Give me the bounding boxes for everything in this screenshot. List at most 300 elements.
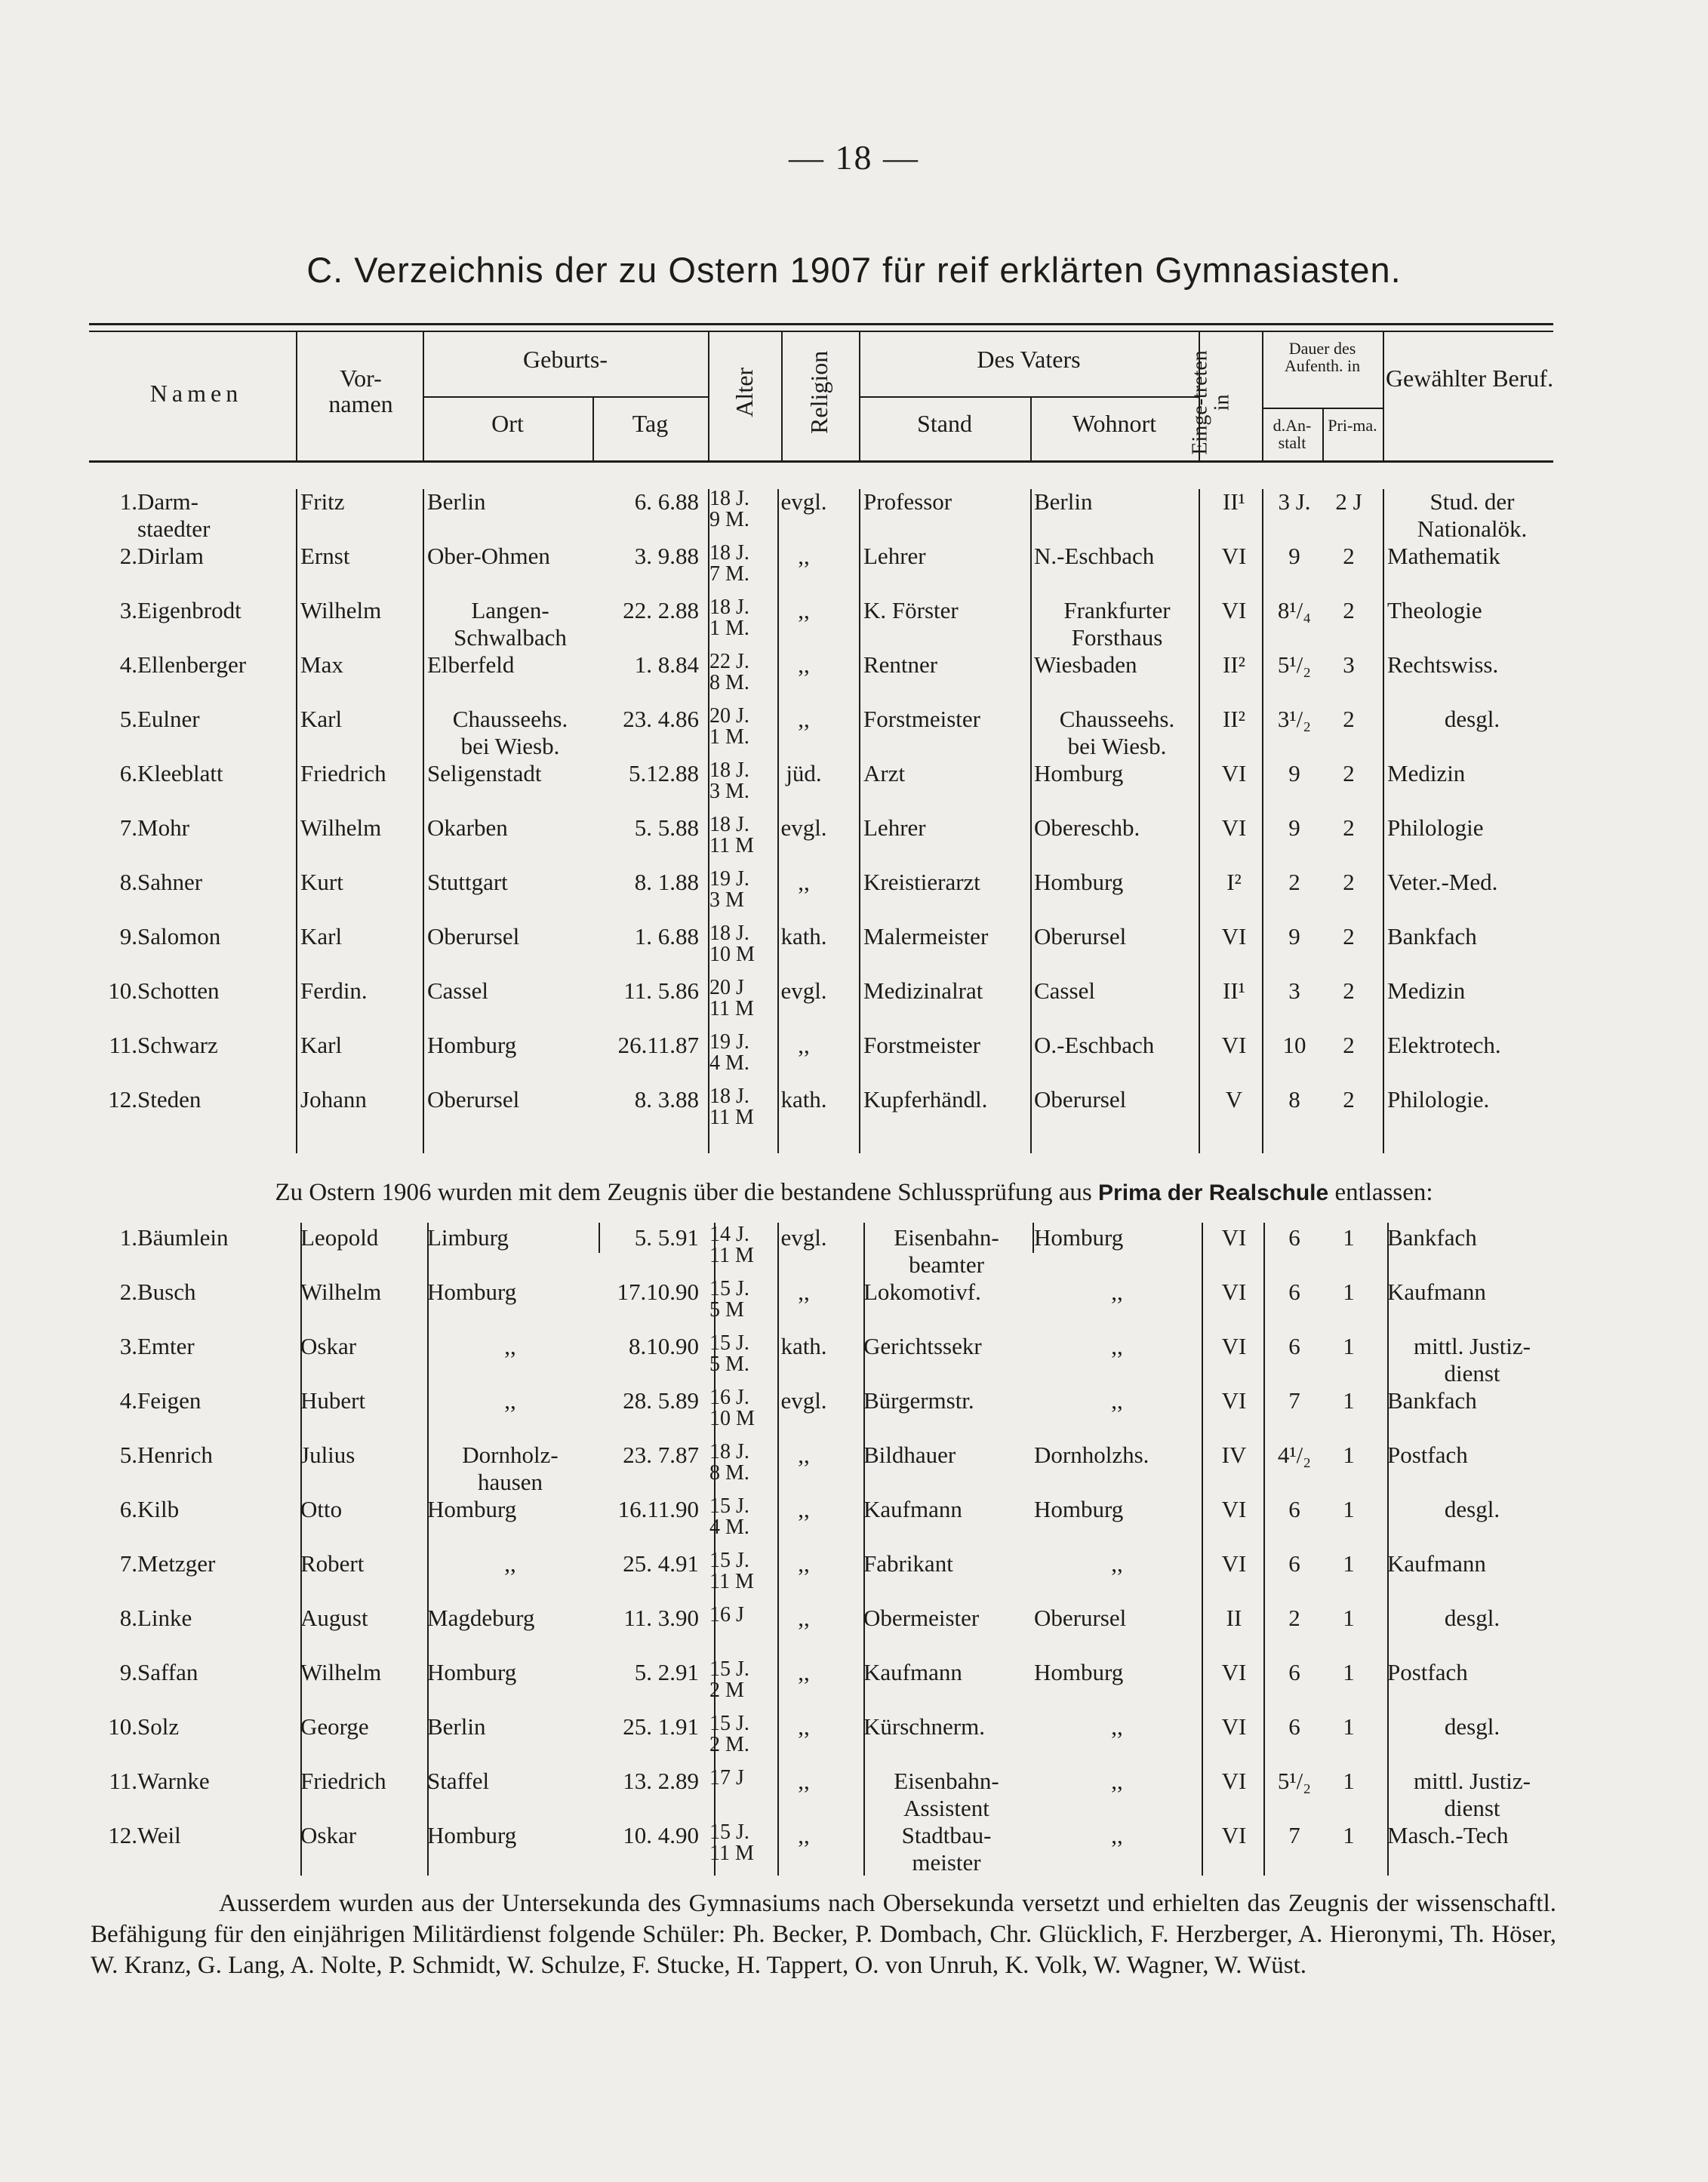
age: 22 J. 8 M.	[709, 650, 749, 694]
father-residence: ,,	[1111, 1387, 1123, 1414]
row-number: 2.	[119, 1279, 137, 1305]
entered-class: VI	[1221, 760, 1247, 786]
years-in-prima: 2	[1343, 869, 1355, 895]
birth-date: 23. 7.87	[623, 1442, 699, 1468]
years-in-prima: 1	[1343, 1550, 1355, 1577]
birth-place: Homburg	[427, 1496, 517, 1522]
years-at-school: 6	[1288, 1550, 1300, 1577]
father-occupation: Lehrer	[863, 814, 926, 841]
birth-place: Cassel	[427, 977, 488, 1004]
years-in-prima: 3	[1343, 651, 1355, 678]
age: 17 J	[709, 1766, 744, 1790]
chosen-career: Kaufmann	[1387, 1550, 1486, 1577]
chosen-career: Bankfach	[1387, 923, 1477, 949]
row-number: 3.	[119, 597, 137, 623]
row-number: 2.	[119, 543, 137, 569]
student-vorname: Johann	[300, 1086, 367, 1113]
age: 18 J. 11 M	[709, 1085, 754, 1129]
father-occupation: Eisenbahn- Assistent	[894, 1768, 999, 1821]
religion: kath.	[780, 923, 827, 949]
religion: jüd.	[786, 760, 822, 786]
row-number: 4.	[119, 651, 137, 678]
father-occupation: Eisenbahn- beamter	[894, 1224, 999, 1278]
table-row	[0, 1279, 1708, 1333]
birth-place: Ober-Ohmen	[427, 543, 550, 569]
years-at-school: 9	[1288, 923, 1300, 949]
section-text-after: entlassen:	[1334, 1179, 1433, 1206]
religion: ,,	[798, 1279, 810, 1305]
birth-place: ,,	[504, 1333, 516, 1359]
student-vorname: Hubert	[300, 1387, 366, 1414]
chosen-career: Medizin	[1387, 760, 1466, 786]
student-vorname: Karl	[300, 1032, 343, 1058]
row-number: 11.	[109, 1032, 137, 1058]
father-residence: Dornholzhs.	[1034, 1442, 1149, 1468]
entered-class: IV	[1221, 1442, 1247, 1468]
religion: evgl.	[780, 1387, 827, 1414]
age: 18 J. 1 M.	[709, 596, 749, 640]
religion: evgl.	[780, 977, 827, 1004]
row-number: 6.	[119, 760, 137, 786]
religion: ,,	[798, 1822, 810, 1848]
chosen-career: Postfach	[1387, 1659, 1468, 1685]
student-name: Kilb	[137, 1496, 180, 1522]
years-at-school: 6	[1288, 1333, 1300, 1359]
table-row	[0, 1333, 1708, 1387]
father-occupation: Bürgermstr.	[863, 1387, 974, 1414]
header-anstalt: d.An-stalt	[1273, 416, 1312, 453]
chosen-career: desgl.	[1444, 706, 1500, 732]
table-row	[0, 1442, 1708, 1496]
chosen-career: Bankfach	[1387, 1224, 1477, 1251]
years-in-prima: 1	[1343, 1224, 1355, 1251]
birth-date: 5.12.88	[629, 760, 699, 786]
birth-date: 3. 9.88	[634, 543, 699, 569]
age: 18 J. 10 M	[709, 922, 755, 966]
years-at-school: 9	[1288, 543, 1300, 569]
student-name: Feigen	[137, 1387, 202, 1414]
row-number: 11.	[109, 1768, 137, 1794]
age: 15 J. 2 M	[709, 1657, 749, 1702]
entered-class: VI	[1221, 1659, 1247, 1685]
religion: ,,	[798, 1550, 810, 1577]
father-occupation: Arzt	[863, 760, 906, 786]
student-name: Dirlam	[137, 543, 204, 569]
chosen-career: Philologie	[1387, 814, 1484, 841]
header-alter: Alter	[731, 367, 759, 417]
age: 15 J. 4 M.	[709, 1494, 749, 1539]
birth-date: 8. 3.88	[634, 1086, 699, 1113]
table-row	[0, 1496, 1708, 1550]
student-vorname: Wilhelm	[300, 597, 382, 623]
father-residence: Oberursel	[1034, 1605, 1127, 1631]
years-at-school: 6	[1288, 1224, 1300, 1251]
birth-place: Magdeburg	[427, 1605, 535, 1631]
years-at-school: 5¹/₂	[1277, 651, 1312, 678]
row-number: 10.	[108, 977, 137, 1004]
row-number: 7.	[119, 814, 137, 841]
years-at-school: 3 J.	[1278, 488, 1311, 515]
table-row	[0, 1605, 1708, 1659]
father-occupation: Kaufmann	[863, 1496, 962, 1522]
student-name: Busch	[137, 1279, 196, 1305]
header-geburts: Geburts-	[523, 346, 608, 373]
birth-place: Staffel	[427, 1768, 490, 1794]
years-in-prima: 1	[1343, 1768, 1355, 1794]
birth-date: 5. 5.91	[634, 1224, 699, 1251]
father-occupation: Kaufmann	[863, 1659, 962, 1685]
birth-date: 8. 1.88	[634, 869, 699, 895]
father-residence: N.-Eschbach	[1034, 543, 1155, 569]
row-number: 1.	[119, 1224, 137, 1251]
birth-date: 8.10.90	[629, 1333, 699, 1359]
row-number: 6.	[119, 1496, 137, 1522]
father-occupation: Kürschnerm.	[863, 1713, 985, 1740]
years-in-prima: 2	[1343, 923, 1355, 949]
birth-place: Chausseehs. bei Wiesb.	[452, 706, 568, 759]
header-namen: Namen	[149, 380, 243, 407]
student-name: Salomon	[137, 923, 221, 949]
footer-paragraph: Ausserdem wurden aus der Untersekunda des Gymnasiums nach Obersekunda versetzt und erhielten das Zeugnis der wissenschaftl. Befähigung für den einjährigen Militärdienst folgende Schüler: Ph. Becker, P. Dombach, Chr. Glücklich, F. Herzberger, A. Hieronymi, Th. Höser, W. Kranz, G. Lang, A. Nolte, P. Schmidt, W. Schulze, F. Stucke, H. Tappert, O. von Unruh, K. Volk, W. Wagner, W. Wüst.	[91, 1890, 1556, 1979]
father-occupation: Rentner	[863, 651, 938, 678]
birth-place: Homburg	[427, 1822, 517, 1848]
years-in-prima: 2	[1343, 706, 1355, 732]
father-occupation: Malermeister	[863, 923, 989, 949]
header-beruf: Gewählter Beruf.	[1385, 365, 1554, 392]
father-residence: Homburg	[1034, 760, 1124, 786]
entered-class: VI	[1221, 1550, 1247, 1577]
years-at-school: 3	[1288, 977, 1300, 1004]
row-number: 10.	[108, 1713, 137, 1740]
age: 18 J. 8 M.	[709, 1440, 749, 1485]
birth-date: 1. 6.88	[634, 923, 699, 949]
age: 19 J. 4 M.	[709, 1030, 749, 1075]
student-vorname: Kurt	[300, 869, 343, 895]
chosen-career: Postfach	[1387, 1442, 1468, 1468]
student-vorname: Robert	[300, 1550, 365, 1577]
years-in-prima: 2	[1343, 1086, 1355, 1113]
row-number: 5.	[119, 1442, 137, 1468]
student-name: Mohr	[137, 814, 189, 841]
religion: ,,	[798, 543, 810, 569]
age: 16 J	[709, 1603, 744, 1626]
student-vorname: Otto	[300, 1496, 343, 1522]
student-vorname: Friedrich	[300, 760, 386, 786]
header-top-rule-2	[89, 331, 1553, 332]
father-occupation: Gerichtssekr	[863, 1333, 982, 1359]
table-row	[0, 488, 1708, 543]
table-row	[0, 923, 1708, 977]
years-in-prima: 2	[1343, 814, 1355, 841]
chosen-career: desgl.	[1444, 1713, 1500, 1740]
table-row	[0, 651, 1708, 706]
student-vorname: Max	[300, 651, 343, 678]
entered-class: II¹	[1223, 488, 1245, 515]
birth-date: 11. 5.86	[623, 977, 699, 1004]
row-number: 8.	[119, 1605, 137, 1631]
father-residence: ,,	[1111, 1713, 1123, 1740]
age: 16 J. 10 M	[709, 1386, 755, 1430]
header-vornamen: Vor-namen	[328, 365, 393, 417]
header-bottom-rule	[89, 460, 1553, 463]
birth-place: Oberursel	[427, 923, 520, 949]
entered-class: VI	[1221, 1768, 1247, 1794]
birth-date: 1. 8.84	[634, 651, 699, 678]
age: 15 J. 11 M	[709, 1549, 754, 1593]
years-at-school: 7	[1288, 1822, 1300, 1848]
student-vorname: Friedrich	[300, 1768, 386, 1794]
student-name: Eigenbrodt	[137, 597, 242, 623]
age: 18 J. 9 M.	[709, 487, 749, 531]
years-at-school: 2	[1288, 869, 1300, 895]
years-at-school: 9	[1288, 814, 1300, 841]
birth-date: 10. 4.90	[623, 1822, 699, 1848]
entered-class: VI	[1221, 1279, 1247, 1305]
years-in-prima: 2	[1343, 760, 1355, 786]
birth-place: Homburg	[427, 1279, 517, 1305]
table-row	[0, 869, 1708, 923]
father-occupation: Kreistierarzt	[863, 869, 980, 895]
father-occupation: Forstmeister	[863, 706, 980, 732]
father-residence: Cassel	[1034, 977, 1095, 1004]
years-in-prima: 1	[1343, 1713, 1355, 1740]
years-at-school: 6	[1288, 1713, 1300, 1740]
father-residence: ,,	[1111, 1279, 1123, 1305]
header-divider	[296, 331, 297, 460]
chosen-career: Rechtswiss.	[1387, 651, 1499, 678]
father-occupation: Medizinalrat	[863, 977, 983, 1004]
student-vorname: Ferdin.	[300, 977, 368, 1004]
years-in-prima: 1	[1343, 1442, 1355, 1468]
header-divider	[1383, 331, 1384, 460]
table-row	[0, 1822, 1708, 1876]
age: 15 J. 5 M.	[709, 1331, 749, 1376]
entered-class: VI	[1221, 1224, 1247, 1251]
entered-class: II	[1226, 1605, 1242, 1631]
chosen-career: Medizin	[1387, 977, 1466, 1004]
header-wohnort: Wohnort	[1072, 410, 1157, 437]
father-residence: Frankfurter Forsthaus	[1063, 597, 1171, 651]
years-at-school: 8	[1288, 1086, 1300, 1113]
table-row	[0, 760, 1708, 814]
religion: ,,	[798, 1032, 810, 1058]
table-row	[0, 1659, 1708, 1713]
table-row	[0, 1713, 1708, 1768]
chosen-career: Elektrotech.	[1387, 1032, 1501, 1058]
father-residence: Oberursel	[1034, 1086, 1127, 1113]
birth-place: Oberursel	[427, 1086, 520, 1113]
years-in-prima: 1	[1343, 1605, 1355, 1631]
row-number: 9.	[119, 1659, 137, 1685]
birth-date: 6. 6.88	[634, 488, 699, 515]
age: 15 J. 2 M.	[709, 1712, 749, 1756]
student-name: Metzger	[137, 1550, 216, 1577]
chosen-career: Stud. der Nationalök.	[1417, 488, 1528, 542]
birth-place: Seligenstadt	[427, 760, 542, 786]
student-vorname: Oskar	[300, 1333, 357, 1359]
table-row	[0, 597, 1708, 651]
chosen-career: Theologie	[1387, 597, 1482, 623]
student-vorname: Wilhelm	[300, 1279, 382, 1305]
years-in-prima: 2	[1343, 1032, 1355, 1058]
row-number: 9.	[119, 923, 137, 949]
years-in-prima: 2	[1343, 597, 1355, 623]
birth-place: Elberfeld	[427, 651, 515, 678]
father-residence: Homburg	[1034, 1224, 1124, 1251]
student-name: Steden	[137, 1086, 202, 1113]
father-occupation: Lehrer	[863, 543, 926, 569]
years-in-prima: 1	[1343, 1333, 1355, 1359]
entered-class: VI	[1221, 1032, 1247, 1058]
student-name: Warnke	[137, 1768, 210, 1794]
entered-class: II¹	[1223, 977, 1245, 1004]
age: 19 J. 3 M	[709, 867, 749, 912]
header-dauer: Dauer des Aufenth. in	[1284, 339, 1361, 376]
birth-date: 5. 5.88	[634, 814, 699, 841]
student-vorname: George	[300, 1713, 369, 1740]
years-in-prima: 2	[1343, 977, 1355, 1004]
entered-class: I²	[1226, 869, 1242, 895]
father-occupation: Forstmeister	[863, 1032, 980, 1058]
table-row	[0, 1224, 1708, 1279]
chosen-career: mittl. Justiz- dienst	[1414, 1768, 1531, 1821]
birth-place: Homburg	[427, 1032, 517, 1058]
father-occupation: Stadtbau- meister	[901, 1822, 992, 1876]
age: 14 J. 11 M	[709, 1223, 754, 1267]
vaters-subrule	[859, 396, 1199, 398]
birth-place: Berlin	[427, 1713, 486, 1740]
age: 20 J 11 M	[709, 976, 754, 1020]
chosen-career: desgl.	[1444, 1605, 1500, 1631]
chosen-career: desgl.	[1444, 1496, 1500, 1522]
birth-place: Homburg	[427, 1659, 517, 1685]
row-number: 1.	[119, 488, 137, 515]
entered-class: VI	[1221, 1387, 1247, 1414]
father-residence: Berlin	[1034, 488, 1093, 515]
birth-place: Berlin	[427, 488, 486, 515]
header-eingetreten: Einge-treten in	[1188, 350, 1234, 455]
religion: kath.	[780, 1333, 827, 1359]
father-residence: Chausseehs. bei Wiesb.	[1059, 706, 1175, 759]
header-divider	[781, 331, 783, 460]
religion: ,,	[798, 1496, 810, 1522]
student-name: Darm- staedter	[137, 488, 211, 542]
student-name: Sahner	[137, 869, 203, 895]
student-vorname: Leopold	[300, 1224, 379, 1251]
religion: evgl.	[780, 814, 827, 841]
years-in-prima: 1	[1343, 1822, 1355, 1848]
birth-date: 22. 2.88	[623, 597, 699, 623]
student-vorname: Wilhelm	[300, 1659, 382, 1685]
student-name: Weil	[137, 1822, 181, 1848]
birth-place: Stuttgart	[427, 869, 508, 895]
student-name: Schotten	[137, 977, 220, 1004]
years-at-school: 2	[1288, 1605, 1300, 1631]
table-row	[0, 543, 1708, 597]
entered-class: II²	[1223, 651, 1245, 678]
birth-date: 11. 3.90	[623, 1605, 699, 1631]
religion: ,,	[798, 1768, 810, 1794]
student-name: Emter	[137, 1333, 195, 1359]
student-name: Kleeblatt	[137, 760, 223, 786]
header-divider	[708, 331, 709, 460]
years-in-prima: 1	[1343, 1279, 1355, 1305]
student-vorname: Oskar	[300, 1822, 357, 1848]
row-number: 7.	[119, 1550, 137, 1577]
father-residence: Homburg	[1034, 1496, 1124, 1522]
student-name: Solz	[137, 1713, 180, 1740]
header-stand: Stand	[917, 410, 972, 437]
student-vorname: August	[300, 1605, 368, 1631]
years-in-prima: 1	[1343, 1659, 1355, 1685]
years-at-school: 8¹/₄	[1277, 597, 1312, 623]
chosen-career: Mathematik	[1387, 543, 1500, 569]
years-at-school: 5¹/₂	[1277, 1768, 1312, 1794]
years-in-prima: 1	[1343, 1387, 1355, 1414]
student-name: Eulner	[137, 706, 200, 732]
religion: ,,	[798, 869, 810, 895]
chosen-career: Kaufmann	[1387, 1279, 1486, 1305]
row-number: 4.	[119, 1387, 137, 1414]
table-row	[0, 1032, 1708, 1086]
chosen-career: Masch.-Tech	[1387, 1822, 1509, 1848]
student-name: Henrich	[137, 1442, 213, 1468]
entered-class: VI	[1221, 923, 1247, 949]
chosen-career: Veter.-Med.	[1387, 869, 1498, 895]
student-vorname: Karl	[300, 706, 343, 732]
header-des-vaters: Des Vaters	[977, 346, 1081, 373]
student-vorname: Ernst	[300, 543, 350, 569]
chosen-career: Philologie.	[1387, 1086, 1490, 1113]
father-occupation: Fabrikant	[863, 1550, 953, 1577]
birth-place: ,,	[504, 1550, 516, 1577]
father-residence: Oberursel	[1034, 923, 1127, 949]
page-number: — 18 —	[789, 138, 919, 177]
father-residence: Homburg	[1034, 1659, 1124, 1685]
geburts-subrule	[423, 396, 708, 398]
years-in-prima: 2 J	[1335, 488, 1362, 515]
student-name: Bäumlein	[137, 1224, 229, 1251]
student-name: Schwarz	[137, 1032, 218, 1058]
religion: ,,	[798, 706, 810, 732]
birth-date: 26.11.87	[617, 1032, 699, 1058]
years-at-school: 6	[1288, 1279, 1300, 1305]
chosen-career: mittl. Justiz- dienst	[1414, 1333, 1531, 1386]
father-occupation: Obermeister	[863, 1605, 980, 1631]
entered-class: VI	[1221, 543, 1247, 569]
birth-place: ,,	[504, 1387, 516, 1414]
student-vorname: Fritz	[300, 488, 345, 515]
religion: kath.	[780, 1086, 827, 1113]
entered-class: V	[1225, 1086, 1243, 1113]
section-heading	[0, 1179, 1708, 1207]
age: 20 J. 1 M.	[709, 704, 749, 749]
birth-date: 16.11.90	[617, 1496, 699, 1522]
entered-class: VI	[1221, 1822, 1247, 1848]
age: 15 J. 5 M	[709, 1277, 749, 1322]
birth-date: 25. 1.91	[623, 1713, 699, 1740]
years-at-school: 7	[1288, 1387, 1300, 1414]
years-at-school: 6	[1288, 1659, 1300, 1685]
entered-class: VI	[1221, 1333, 1247, 1359]
birth-date: 28. 5.89	[623, 1387, 699, 1414]
religion: ,,	[798, 1442, 810, 1468]
row-number: 12.	[108, 1086, 137, 1113]
religion: evgl.	[780, 488, 827, 515]
years-at-school: 10	[1282, 1032, 1306, 1058]
entered-class: VI	[1221, 1713, 1247, 1740]
religion: ,,	[798, 651, 810, 678]
